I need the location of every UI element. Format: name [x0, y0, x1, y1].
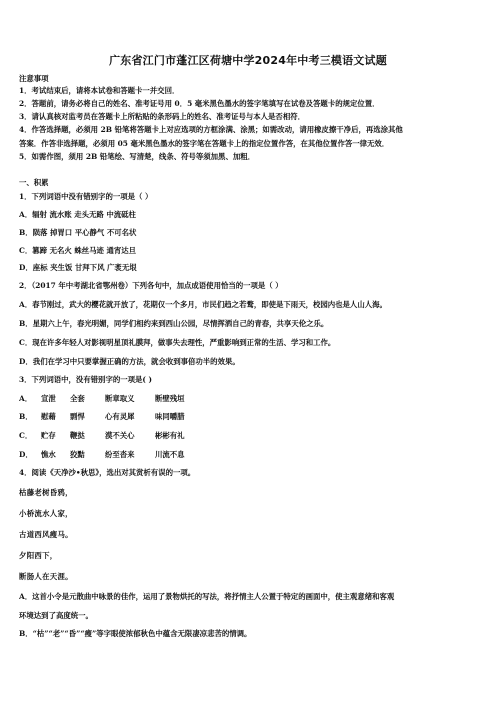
option-word: 心有灵犀	[105, 412, 135, 421]
poem-line: 夕阳西下，	[19, 551, 58, 560]
question-2-option-a: A．春节刚过，武大的樱花就开放了，花期仅一个多月，市民们趋之若鹜，即使是下雨天，校园内也是人山人海。	[19, 300, 387, 309]
option-letter: C．	[19, 431, 33, 440]
question-3-option-d	[19, 450, 482, 460]
option-word: 宣泄	[41, 394, 56, 403]
option-word: 全套	[70, 394, 85, 403]
question-4-stem: 4．阅读《天净沙•秋思》，选出对其赏析有误的一项。	[19, 468, 196, 477]
option-word: 剽悍	[70, 412, 85, 421]
option-word: 贮存	[41, 431, 56, 440]
question-2-option-d: D．我们在学习中只要掌握正确的方法，就会收到事倍功半的效果。	[19, 357, 240, 366]
option-word: 彬彬有礼	[155, 431, 185, 440]
question-2-option-b: B．星期六上午，春光明媚，同学们相约来到西山公园，尽情挥洒自己的青春，共享天伦之乐。	[19, 319, 329, 328]
question-4-option-a-cont: 环境达到了高度统一。	[19, 611, 93, 620]
option-word: 憔水	[41, 450, 56, 459]
option-word: 川流不息	[155, 450, 185, 459]
option-letter: D．	[19, 450, 33, 459]
question-4-option-a: A．这首小令是元散曲中咏景的佳作，运用了景物烘托的写法，将抒情主人公置于特定的画面中，使主观意绪和客观	[19, 592, 395, 601]
section-heading: 一、积累	[19, 178, 49, 187]
notice-item: 2．答题前，请务必将自己的姓名、准考证号用 0．5 毫米黑色墨水的签字笔填写在试卷及答题卡的规定位置．	[19, 99, 380, 108]
option-word: 断章取义	[105, 394, 135, 403]
poem-line: 枯藤老树昏鸦，	[19, 488, 73, 497]
question-1-option-c: C．篡蹄 无名火 蛛丝马迹 通宵达旦	[19, 246, 137, 255]
option-word: 断壁残垣	[155, 394, 185, 403]
poem-line: 小桥流水人家，	[19, 509, 73, 518]
option-letter: B．	[19, 412, 33, 421]
page-title: 广东省江门市蓬江区荷塘中学2024年中考三模语文试题	[109, 54, 387, 67]
option-word: 狡黠	[70, 450, 85, 459]
question-1-option-a: A．辐射 流水账 走头无路 中流砥柱	[19, 210, 136, 219]
question-2-option-c: C．现在许多年轻人对影视明星顶礼膜拜，做事失去理性，严重影响到正常的生活、学习和工作。	[19, 338, 336, 347]
question-4-option-b: B．“枯”“老”“昏”“瘦”等字眼使浓郁秋色中蕴含无限凄凉悲苦的情调。	[19, 629, 252, 638]
option-word: 慰藉	[41, 412, 56, 421]
notice-item: 答案．作答非选择题，必须用 05 毫米黑色墨水的签字笔在答题卡上的指定位置作答，在其他位置作答一律无效．	[19, 139, 390, 148]
notice-item: 4．作答选择题，必须用 2B 铅笔将答题卡上对应选项的方框涂满、涂黑；如需改动，请用橡皮擦干净后，再选涂其他	[19, 125, 403, 134]
poem-line: 古道西风瘦马。	[19, 530, 73, 539]
poem-line: 断肠人在天涯。	[19, 572, 73, 581]
option-word: 漠不关心	[105, 431, 135, 440]
question-2-stem: 2．（2017 年中考湖北省鄂州卷）下列各句中，加点成语使用恰当的一项是（ ）	[19, 281, 283, 290]
notice-item: 5．如需作图，须用 2B 铅笔绘、写清楚，线条、符号等须加黑、加粗．	[19, 152, 256, 161]
question-1-stem: 1．下列词语中没有错别字的一项是（ ）	[19, 192, 153, 201]
option-word: 鞭挞	[70, 431, 85, 440]
option-word: 纷至沓来	[105, 450, 135, 459]
question-3-option-a	[19, 394, 482, 404]
question-1-option-b: B．陨落 掉胃口 平心静气 不可名状	[19, 228, 137, 237]
notice-item: 3．请认真核对监考员在答题卡上所粘贴的条形码上的姓名、准考证号与本人是否相符．	[19, 112, 305, 121]
question-3-stem: 3．下列词语中，没有错别字的一项是( )	[19, 375, 152, 384]
question-3-option-b	[19, 412, 482, 422]
option-word: 味同嚼腊	[155, 412, 185, 421]
notice-item: 1．考试结束后，请将本试卷和答题卡一并交回．	[19, 86, 180, 95]
question-3-option-c	[19, 431, 482, 441]
question-1-option-d: D．座标 夹生饭 甘拜下风 广袤无垠	[19, 263, 137, 272]
notice-heading: 注意事项	[19, 74, 49, 83]
option-letter: A．	[19, 394, 33, 403]
